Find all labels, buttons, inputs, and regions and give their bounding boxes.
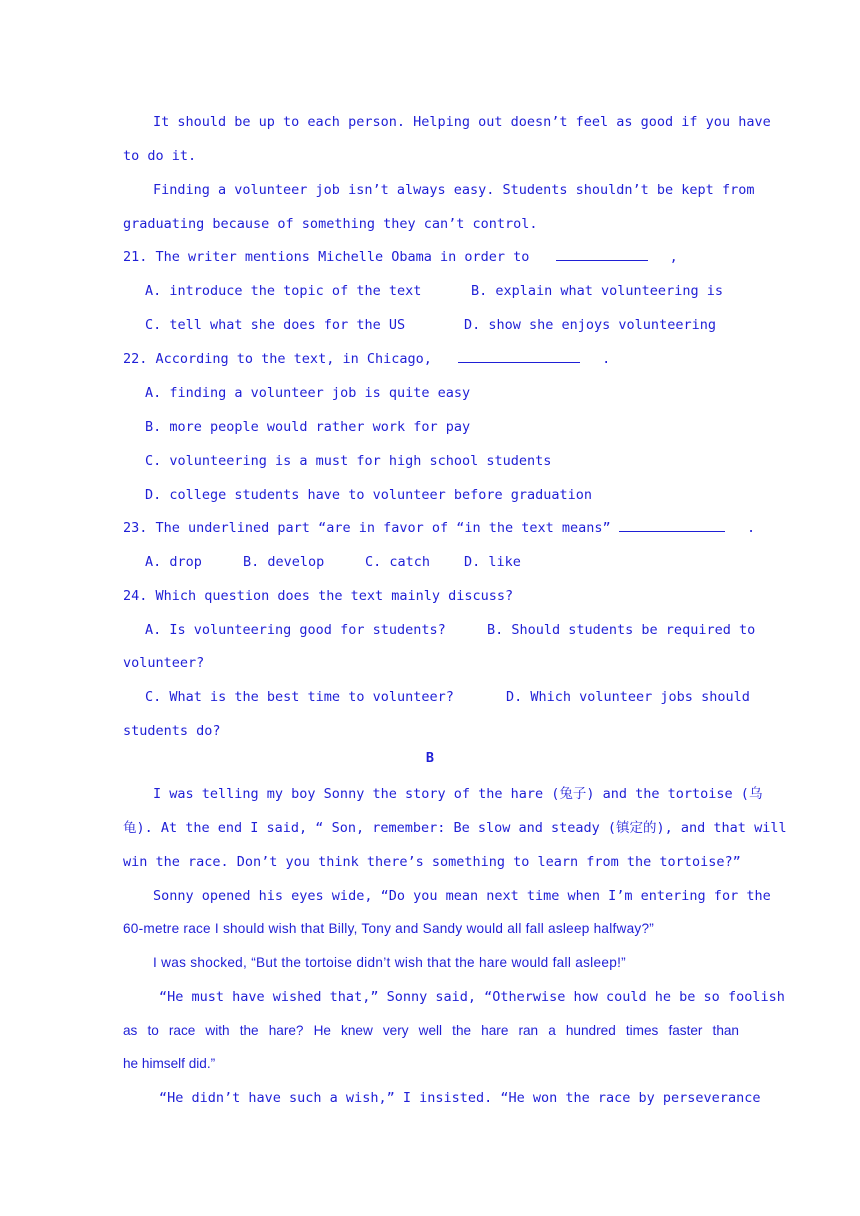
passage-line-7: “He must have wished that,” Sonny said, “Otherwise how could he be so foolish xyxy=(159,989,785,1005)
question-23-tail: . xyxy=(746,520,756,536)
question-24: 24. Which question does the text mainly discuss? xyxy=(123,588,514,604)
question-21-stem: 21. The writer mentions Michelle Obama in order to xyxy=(123,249,530,265)
passage-line-2: 龟). At the end I said, “ Son, remember: Be slow and steady (镇定的), and that will xyxy=(123,820,787,836)
q22-option-c: C. volunteering is a must for high school students xyxy=(145,453,552,469)
q24-option-a: A. Is volunteering good for students? xyxy=(145,622,446,638)
q22-option-d: D. college students have to volunteer before graduation xyxy=(145,487,593,503)
passage-line-8: as to race with the hare? He knew very well the hare ran a hundred times faster than xyxy=(123,1023,739,1038)
q22-option-a: A. finding a volunteer job is quite easy xyxy=(145,385,471,401)
intro-line-4: graduating because of something they can’t control. xyxy=(123,216,538,232)
question-23 xyxy=(123,519,756,537)
q21-option-c: C. tell what she does for the US xyxy=(145,317,406,333)
q22-option-b: B. more people would rather work for pay xyxy=(145,419,471,435)
intro-line-1: It should be up to each person. Helping out doesn’t feel as good if you have xyxy=(153,114,771,130)
question-22-stem: 22. According to the text, in Chicago, xyxy=(123,351,432,367)
passage-line-6: I was shocked, “But the tortoise didn’t wish that the hare would fall asleep!” xyxy=(153,955,626,970)
answer-blank-23 xyxy=(619,519,725,532)
q23-option-a: A. drop xyxy=(145,554,202,570)
question-21 xyxy=(123,248,739,266)
passage-line-10: “He didn’t have such a wish,” I insisted. “He won the race by perseverance xyxy=(159,1090,761,1106)
q23-option-c: C. catch xyxy=(365,554,431,570)
q24-option-d: D. Which volunteer jobs should xyxy=(506,689,750,705)
q24-option-d-cont: students do? xyxy=(123,723,221,739)
question-22-tail: . xyxy=(602,351,611,367)
q21-option-d: D. show she enjoys volunteering xyxy=(464,317,716,333)
intro-line-3: Finding a volunteer job isn’t always easy. Students shouldn’t be kept from xyxy=(153,182,755,198)
question-23-stem: 23. The underlined part “are in favor of “in the text means” xyxy=(123,520,611,536)
section-b-heading: B xyxy=(425,750,435,766)
q24-option-b: B. Should students be required to xyxy=(487,622,756,638)
answer-blank-21 xyxy=(556,248,648,261)
intro-line-2: to do it. xyxy=(123,148,197,164)
passage-line-1: I was telling my boy Sonny the story of the hare (兔子) and the tortoise (乌 xyxy=(153,786,763,802)
passage-line-4: Sonny opened his eyes wide, “Do you mean next time when I’m entering for the xyxy=(153,888,771,904)
passage-line-9: he himself did.” xyxy=(123,1056,216,1071)
q21-option-a: A. introduce the topic of the text xyxy=(145,283,422,299)
q21-option-b: B. explain what volunteering is xyxy=(471,283,723,299)
q24-option-b-cont: volunteer? xyxy=(123,655,205,671)
q23-option-d: D. like xyxy=(464,554,521,570)
passage-line-5: 60-metre race I should wish that Billy, Tony and Sandy would all fall asleep halfway?” xyxy=(123,921,655,936)
question-22 xyxy=(123,350,739,368)
q24-option-c: C. What is the best time to volunteer? xyxy=(145,689,454,705)
answer-blank-22 xyxy=(458,350,580,363)
question-21-tail: , xyxy=(669,249,678,265)
q23-option-b: B. develop xyxy=(243,554,325,570)
passage-line-3: win the race. Don’t you think there’s something to learn from the tortoise?” xyxy=(123,854,741,870)
